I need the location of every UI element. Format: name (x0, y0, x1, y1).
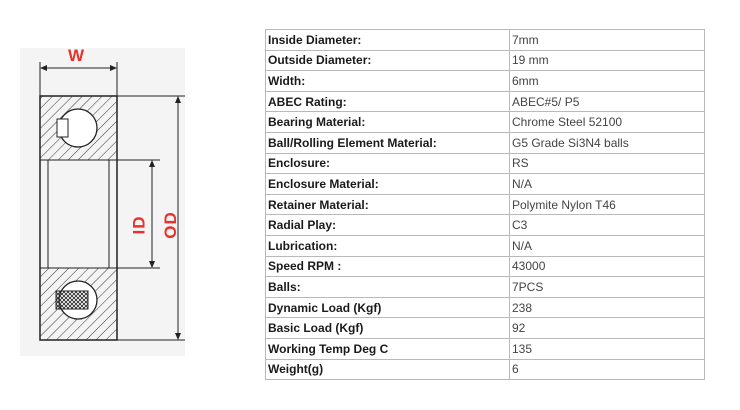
spec-value: 19 mm (510, 50, 705, 71)
table-row (266, 30, 705, 51)
spec-label: Basic Load (Kgf) (266, 318, 510, 339)
spec-label: Ball/Rolling Element Material: (266, 132, 510, 153)
spec-value: 92 (510, 318, 705, 339)
bearing-cross-section-diagram (0, 0, 200, 410)
spec-value: 135 (510, 338, 705, 359)
table-row (266, 359, 705, 380)
spec-value: Polymite Nylon T46 (510, 194, 705, 215)
spec-value: G5 Grade Si3N4 balls (510, 132, 705, 153)
spec-label: Enclosure: (266, 153, 510, 174)
spec-label: Lubrication: (266, 235, 510, 256)
spec-label: ABEC Rating: (266, 91, 510, 112)
table-row (266, 174, 705, 195)
spec-value: 7PCS (510, 277, 705, 298)
spec-label: Balls: (266, 277, 510, 298)
spec-label: Dynamic Load (Kgf) (266, 297, 510, 318)
table-row (266, 71, 705, 92)
width-dimension-label: W (68, 46, 86, 65)
table-row (266, 112, 705, 133)
spec-value: RS (510, 153, 705, 174)
table-row (266, 132, 705, 153)
spec-label: Bearing Material: (266, 112, 510, 133)
spec-label: Outside Diameter: (266, 50, 510, 71)
spec-label: Retainer Material: (266, 194, 510, 215)
table-row (266, 256, 705, 277)
table-row (266, 153, 705, 174)
table-row (266, 318, 705, 339)
spec-label: Inside Diameter: (266, 30, 510, 51)
spec-value: N/A (510, 235, 705, 256)
table-row (266, 338, 705, 359)
table-row (266, 50, 705, 71)
table-row (266, 194, 705, 215)
table-row (266, 235, 705, 256)
spec-label: Speed RPM : (266, 256, 510, 277)
inner-diameter-label: ID (129, 215, 149, 235)
spec-label: Weight(g) (266, 359, 510, 380)
spec-table-body (266, 30, 705, 380)
table-row (266, 277, 705, 298)
table-row (266, 297, 705, 318)
bearing-drawing (0, 0, 200, 410)
spec-value: ABEC#5/ P5 (510, 91, 705, 112)
spec-value: 43000 (510, 256, 705, 277)
bearing-specification-table (265, 29, 705, 380)
spec-label: Width: (266, 71, 510, 92)
table-row (266, 215, 705, 236)
spec-value: 7mm (510, 30, 705, 51)
spec-label: Radial Play: (266, 215, 510, 236)
spec-label: Working Temp Deg C (266, 338, 510, 359)
outer-diameter-label: OD (160, 211, 180, 239)
spec-value: Chrome Steel 52100 (510, 112, 705, 133)
spec-value: 6mm (510, 71, 705, 92)
spec-value: 6 (510, 359, 705, 380)
spec-label: Enclosure Material: (266, 174, 510, 195)
table-row (266, 91, 705, 112)
spec-value: 238 (510, 297, 705, 318)
spec-value: N/A (510, 174, 705, 195)
spec-value: C3 (510, 215, 705, 236)
